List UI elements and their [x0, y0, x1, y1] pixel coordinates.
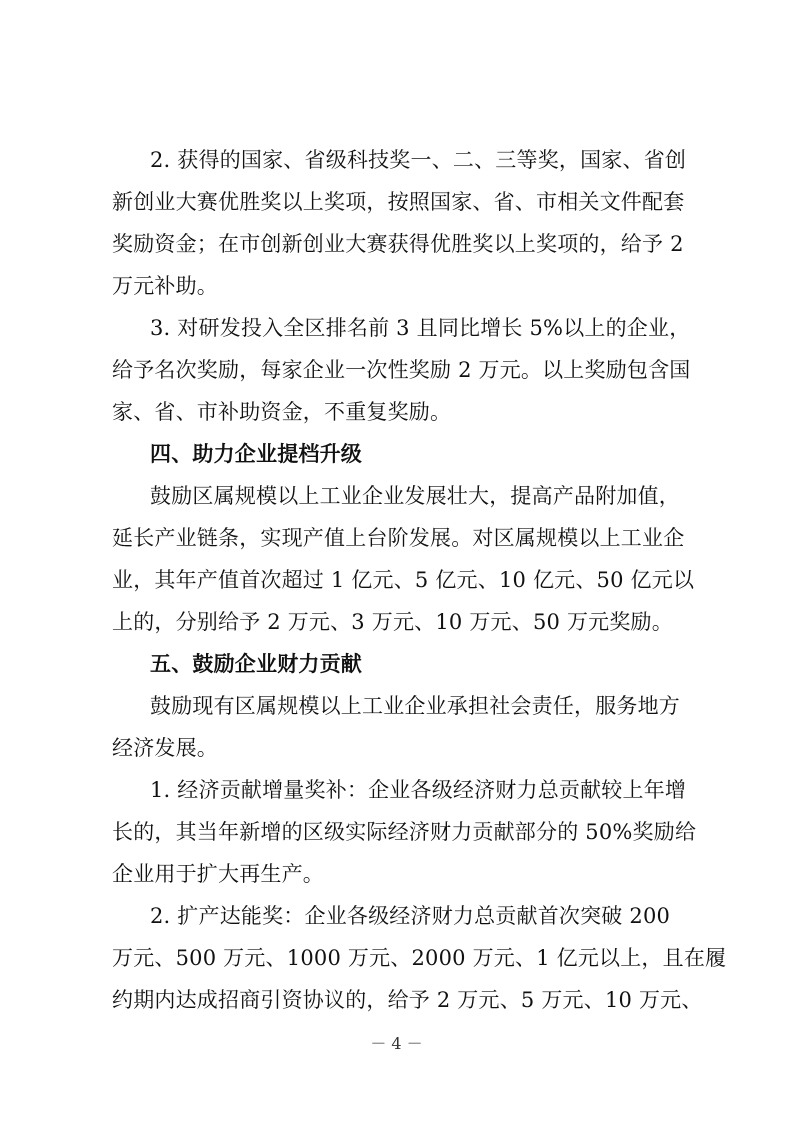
paragraph-item-1-line-3: 企业用于扩大再生产。: [112, 862, 324, 886]
paragraph-item-2-line-3: 约期内达成招商引资协议的，给予 2 万元、5 万元、10 万元、: [112, 988, 703, 1012]
section-heading-4: 四、助力企业提档升级: [150, 442, 362, 466]
paragraph-section-4-line-1: 鼓励区属规模以上工业企业发展壮大，提高产品附加值，: [150, 484, 680, 508]
paragraph-section-4-line-3: 业，其年产值首次超过 1 亿元、5 亿元、10 亿元、50 亿元以: [112, 568, 695, 592]
paragraph-item-1-line-1: 1. 经济贡献增量奖补：企业各级经济财力总贡献较上年增: [150, 778, 687, 802]
paragraph-award-item-2-line-3: 奖励资金；在市创新创业大赛获得优胜奖以上奖项的，给予 2: [112, 232, 684, 256]
paragraph-award-item-2-line-4: 万元补助。: [112, 274, 218, 298]
paragraph-item-2-line-2: 万元、500 万元、1000 万元、2000 万元、1 亿元以上，且在履: [112, 946, 727, 970]
paragraph-award-item-2-line-2: 新创业大赛优胜奖以上奖项，按照国家、省、市相关文件配套: [112, 190, 685, 214]
paragraph-award-item-2-line-1: 2. 获得的国家、省级科技奖一、二、三等奖，国家、省创: [150, 148, 687, 172]
paragraph-item-2-line-1: 2. 扩产达能奖：企业各级经济财力总贡献首次突破 200: [150, 904, 671, 928]
paragraph-item-1-line-2: 长的，其当年新增的区级实际经济财力贡献部分的 50%奖励给: [112, 820, 697, 844]
paragraph-section-5-line-2: 经济发展。: [112, 736, 218, 760]
paragraph-award-item-3-line-2: 给予名次奖励，每家企业一次性奖励 2 万元。以上奖励包含国: [112, 358, 691, 382]
paragraph-section-4-line-4: 上的，分别给予 2 万元、3 万元、10 万元、50 万元奖励。: [112, 610, 673, 634]
paragraph-award-item-3-line-3: 家、省、市补助资金，不重复奖励。: [112, 400, 452, 424]
page-number: － 4 －: [370, 1034, 423, 1053]
paragraph-section-4-line-2: 延长产业链条，实现产值上台阶发展。对区属规模以上工业企: [112, 526, 685, 550]
paragraph-award-item-3-line-1: 3. 对研发投入全区排名前 3 且同比增长 5%以上的企业，: [150, 316, 691, 340]
section-heading-5: 五、鼓励企业财力贡献: [150, 652, 362, 676]
paragraph-section-5-line-1: 鼓励现有区属规模以上工业企业承担社会责任，服务地方: [150, 694, 680, 718]
